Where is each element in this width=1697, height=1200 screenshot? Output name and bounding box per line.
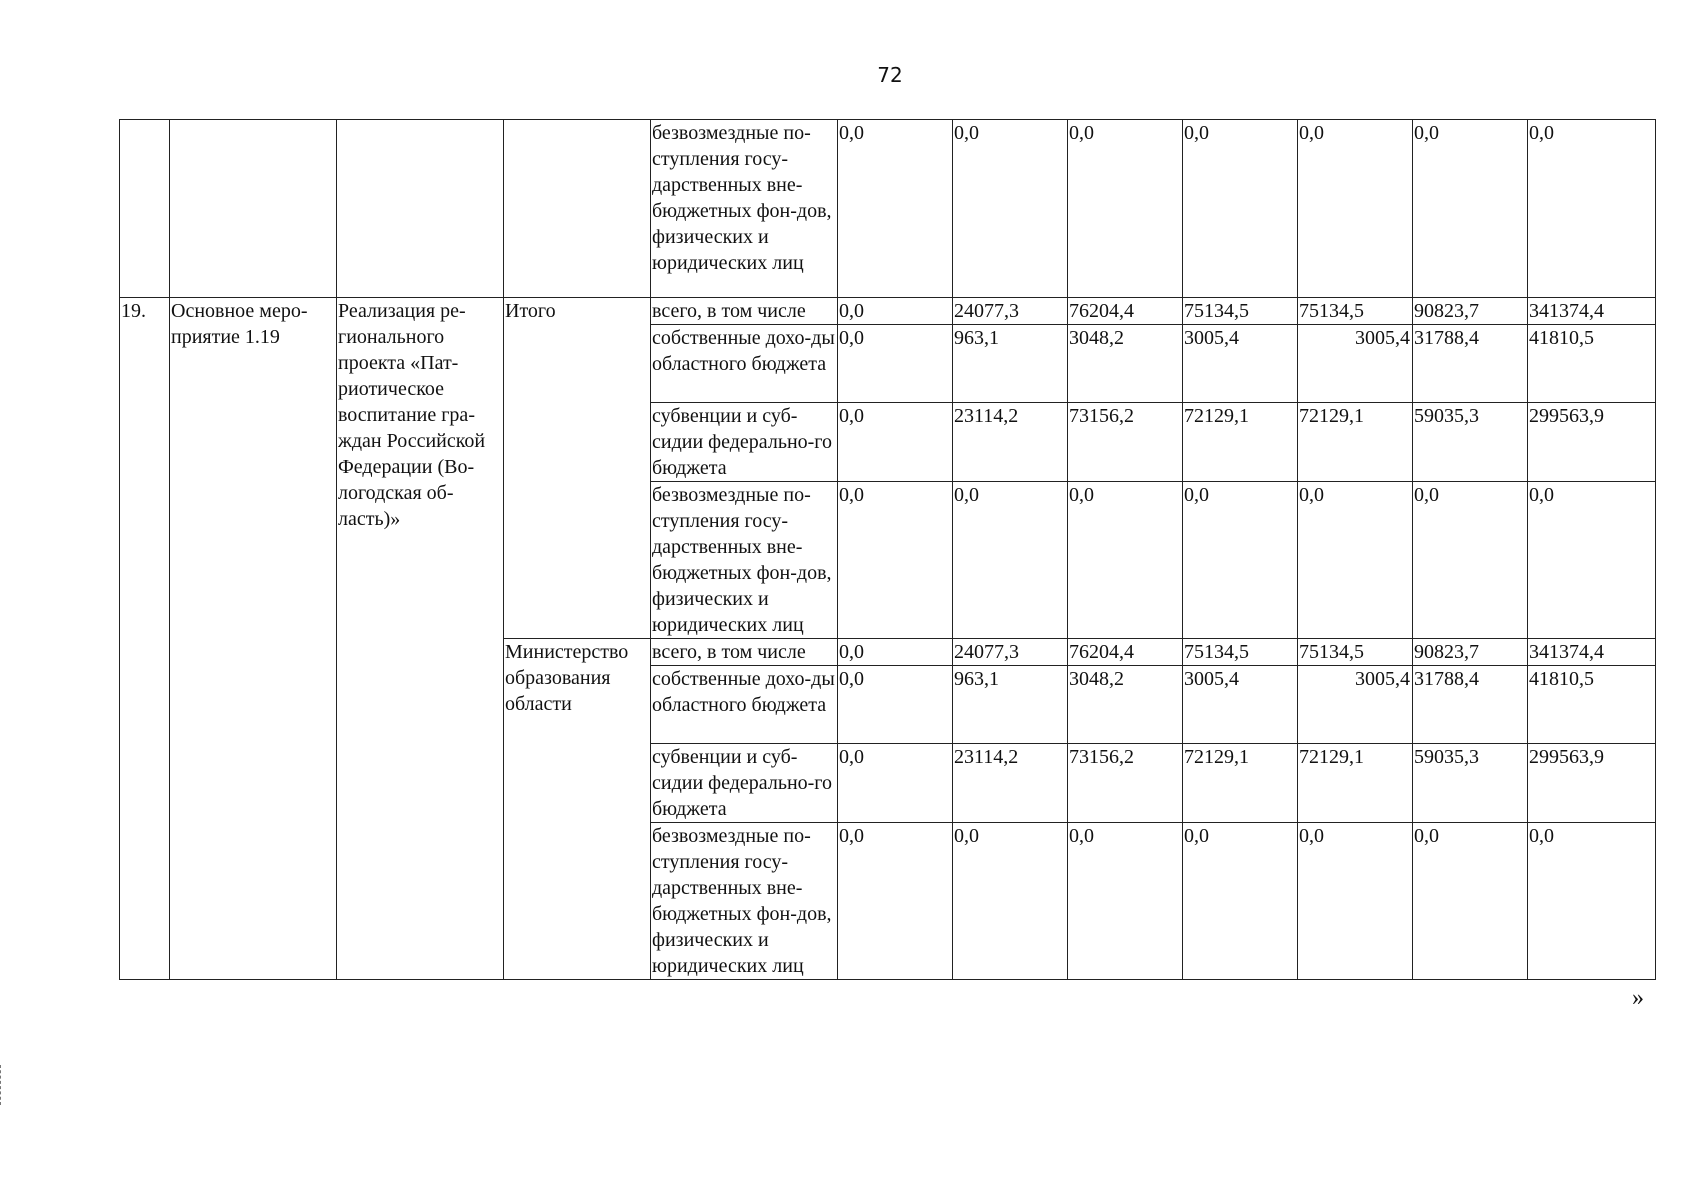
table-row [120, 298, 1656, 325]
cell-value: 72129,1 [1183, 744, 1298, 823]
event-name: Основное меро-приятие 1.19 [170, 298, 337, 980]
cell-value: 299563,9 [1528, 403, 1656, 482]
cell-value: 0,0 [953, 823, 1068, 980]
cell-source: собственные дохо-ды областного бюджета [651, 666, 838, 744]
cell-value: 41810,5 [1528, 325, 1656, 403]
page-number: 72 [877, 63, 903, 87]
cell-value: 963,1 [953, 325, 1068, 403]
cell-value: 0,0 [1413, 823, 1528, 980]
cell-value: 0,0 [1068, 482, 1183, 639]
cell-value: 963,1 [953, 666, 1068, 744]
cell-value: 24077,3 [953, 639, 1068, 666]
cell-value: 72129,1 [1183, 403, 1298, 482]
cell-value: 23114,2 [953, 403, 1068, 482]
cell-source: безвозмездные по-ступления госу-дарственных вне-бюджетных фон-дов, физических и юридических лиц [651, 482, 838, 639]
cell-value: 0,0 [838, 744, 953, 823]
cell-value: 41810,5 [1528, 666, 1656, 744]
cell-value: 75134,5 [1298, 298, 1413, 325]
cell-value: 59035,3 [1413, 744, 1528, 823]
cell-value: 0,0 [838, 823, 953, 980]
cell-project [337, 120, 504, 298]
table-row [120, 120, 1656, 298]
executor-name: Министерство образования области [504, 639, 651, 980]
cell-value: 72129,1 [1298, 403, 1413, 482]
cell-value: 0,0 [1528, 482, 1656, 639]
cell-value: 0,0 [838, 639, 953, 666]
cell-value: 0,0 [953, 482, 1068, 639]
cell-value: 76204,4 [1068, 639, 1183, 666]
closing-quote-mark: » [1632, 985, 1644, 1011]
cell-source: безвозмездные по-ступления госу-дарственных вне-бюджетных фон-дов, физических и юридических лиц [651, 120, 838, 298]
cell-value: 3048,2 [1068, 666, 1183, 744]
cell-event [170, 120, 337, 298]
cell-value: 0,0 [1528, 823, 1656, 980]
cell-value: 0,0 [838, 482, 953, 639]
cell-source: собственные дохо-ды областного бюджета [651, 325, 838, 403]
cell-value: 0,0 [1183, 120, 1298, 298]
cell-value: 59035,3 [1413, 403, 1528, 482]
cell-value: 0,0 [838, 120, 953, 298]
project-name: Реализация ре-гионального проекта «Пат-риотическое воспитание гра-ждан Российской Федерации (Во-логодская об-ласть)» [337, 298, 504, 980]
cell-value: 0,0 [1413, 120, 1528, 298]
budget-table [119, 119, 1656, 980]
cell-value: 75134,5 [1183, 639, 1298, 666]
cell-source: субвенции и суб-сидии федерально-го бюджета [651, 403, 838, 482]
cell-value: 3048,2 [1068, 325, 1183, 403]
cell-executor [504, 120, 651, 298]
margin-mark [0, 1065, 6, 1105]
cell-source: всего, в том числе [651, 298, 838, 325]
cell-value: 23114,2 [953, 744, 1068, 823]
cell-value: 75134,5 [1298, 639, 1413, 666]
cell-value: 0,0 [1183, 482, 1298, 639]
cell-number [120, 120, 170, 298]
cell-value: 76204,4 [1068, 298, 1183, 325]
cell-value: 73156,2 [1068, 403, 1183, 482]
executor-name: Итого [504, 298, 651, 639]
cell-value: 0,0 [1413, 482, 1528, 639]
row-number: 19. [120, 298, 170, 980]
cell-value: 3005,4 [1183, 666, 1298, 744]
cell-value: 0,0 [838, 666, 953, 744]
cell-value: 341374,4 [1528, 298, 1656, 325]
cell-value: 0,0 [838, 403, 953, 482]
cell-value: 0,0 [1528, 120, 1656, 298]
cell-source: субвенции и суб-сидии федерально-го бюджета [651, 744, 838, 823]
cell-value: 0,0 [838, 298, 953, 325]
cell-value: 0,0 [1183, 823, 1298, 980]
cell-value: 0,0 [838, 325, 953, 403]
cell-value: 0,0 [1068, 823, 1183, 980]
cell-value: 0,0 [1298, 823, 1413, 980]
cell-value: 24077,3 [953, 298, 1068, 325]
cell-value: 0,0 [953, 120, 1068, 298]
cell-value: 31788,4 [1413, 666, 1528, 744]
cell-value: 0,0 [1068, 120, 1183, 298]
cell-value: 299563,9 [1528, 744, 1656, 823]
cell-value: 3005,4 [1298, 666, 1413, 744]
cell-value: 90823,7 [1413, 639, 1528, 666]
cell-value: 341374,4 [1528, 639, 1656, 666]
cell-value: 0,0 [1298, 482, 1413, 639]
cell-source: всего, в том числе [651, 639, 838, 666]
cell-value: 75134,5 [1183, 298, 1298, 325]
cell-value: 72129,1 [1298, 744, 1413, 823]
cell-value: 31788,4 [1413, 325, 1528, 403]
cell-value: 3005,4 [1298, 325, 1413, 403]
cell-source: безвозмездные по-ступления госу-дарственных вне-бюджетных фон-дов, физических и юридических лиц [651, 823, 838, 980]
cell-value: 90823,7 [1413, 298, 1528, 325]
cell-value: 3005,4 [1183, 325, 1298, 403]
cell-value: 73156,2 [1068, 744, 1183, 823]
cell-value: 0,0 [1298, 120, 1413, 298]
